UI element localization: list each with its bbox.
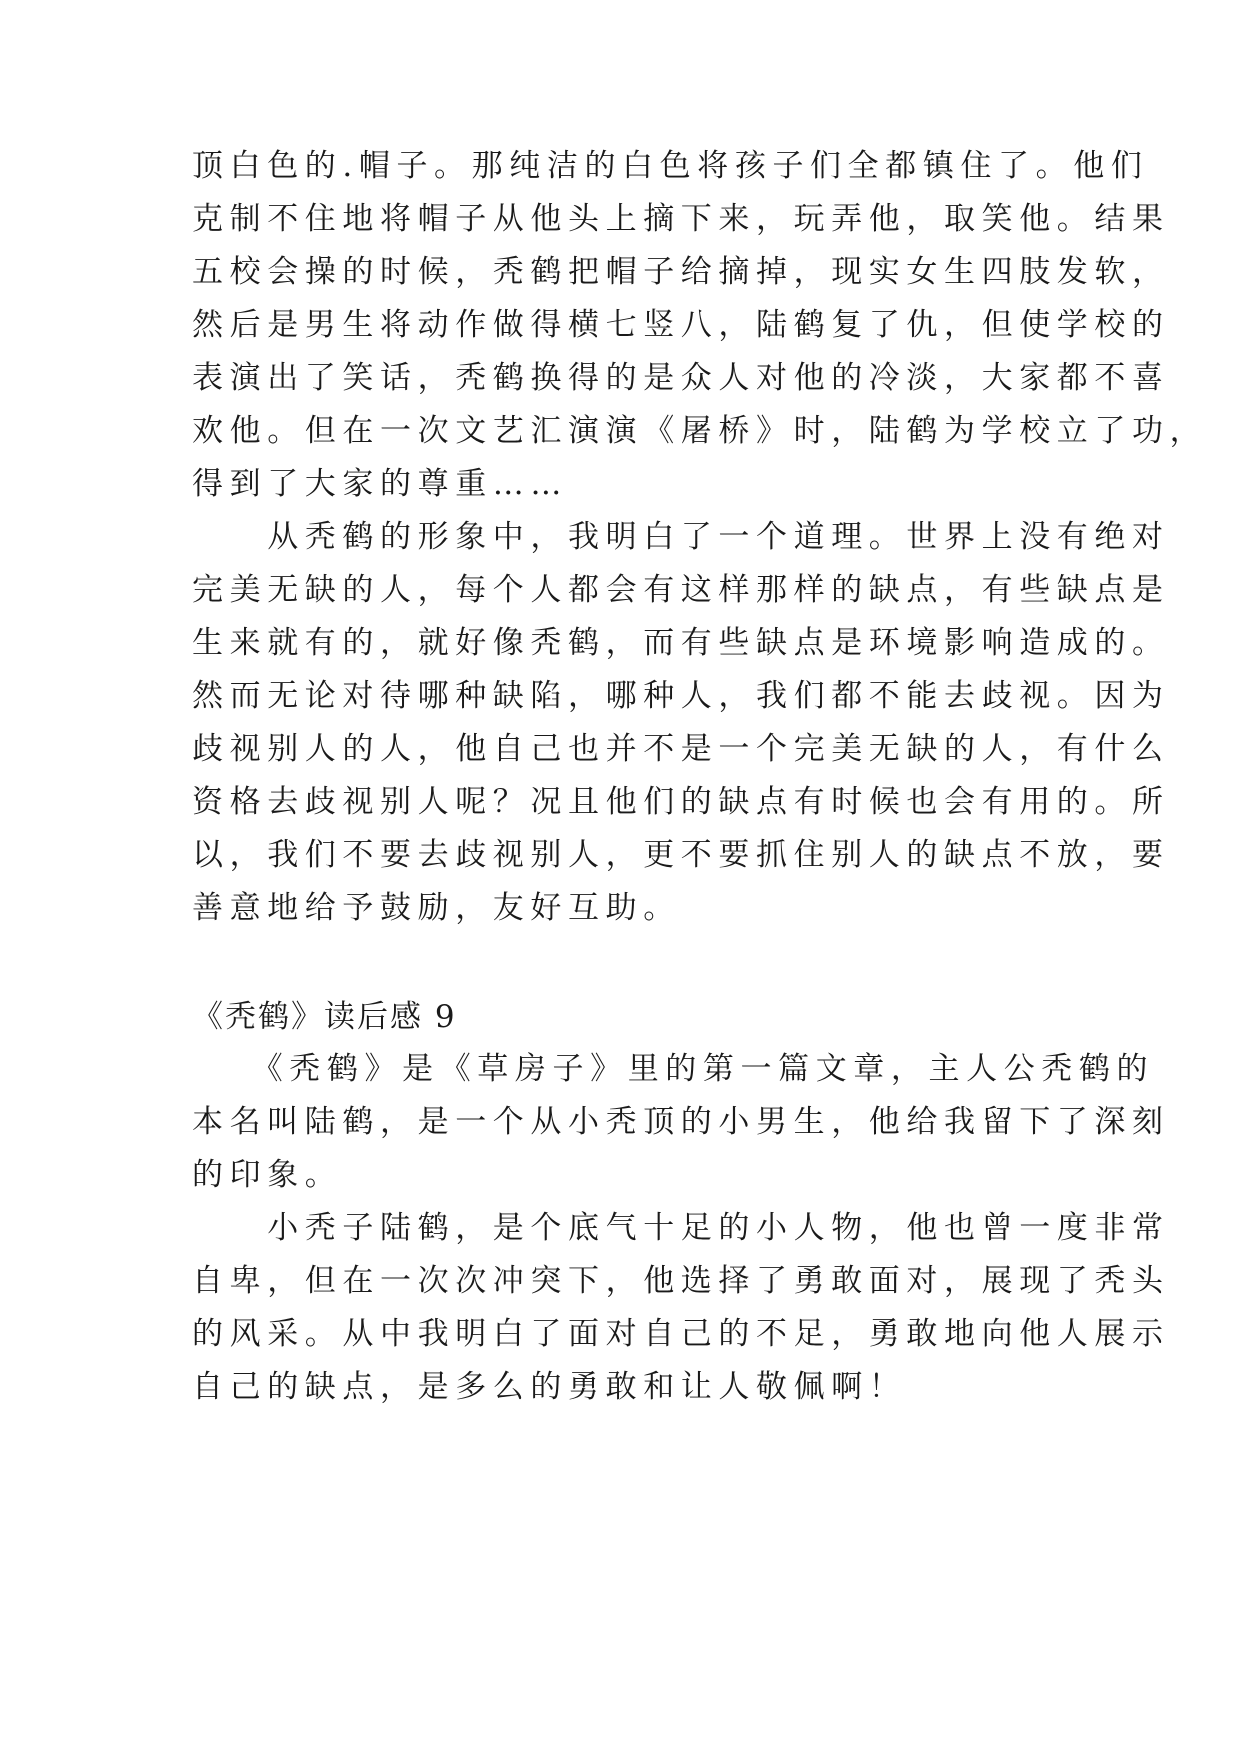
- text-line: 自己的缺点，是多么的勇敢和让人敬佩啊！: [192, 1369, 907, 1405]
- text-line: 完美无缺的人，每个人都会有这样那样的缺点，有些缺点是: [192, 572, 1170, 608]
- text-line: 以，我们不要去歧视别人，更不要抓住别人的缺点不放，要: [192, 837, 1170, 873]
- text-line: 本名叫陆鹤，是一个从小秃顶的小男生，他给我留下了深刻: [192, 1104, 1170, 1140]
- text-line: 的风采。从中我明白了面对自己的不足，勇敢地向他人展示: [192, 1316, 1170, 1352]
- text-line: 五校会操的时候，秃鹤把帽子给摘掉，现实女生四肢发软，: [192, 254, 1170, 290]
- text-line: 表演出了笑话，秃鹤换得的是众人对他的冷淡，大家都不喜: [192, 360, 1170, 396]
- text-line: 自卑，但在一次次冲突下，他选择了勇敢面对，展现了秃头: [192, 1263, 1170, 1299]
- text-line: 《秃鹤》是《草房子》里的第一篇文章，主人公秃鹤的: [192, 1051, 1155, 1087]
- text-line: 从秃鹤的形象中，我明白了一个道理。世界上没有绝对: [192, 519, 1170, 555]
- text-line: 生来就有的，就好像秃鹤，而有些缺点是环境影响造成的。: [192, 625, 1170, 661]
- text-line: 的印象。: [192, 1157, 343, 1193]
- text-line: 歧视别人的人，他自己也并不是一个完美无缺的人，有什么: [192, 731, 1170, 767]
- text-line: 顶白色的.帽子。那纯洁的白色将孩子们全都镇住了。他们: [192, 148, 1149, 184]
- text-line: 善意地给予鼓励，友好互助。: [192, 890, 681, 926]
- text-line: 资格去歧视别人呢？况且他们的缺点有时候也会有用的。所: [192, 784, 1170, 820]
- text-line: 然后是男生将动作做得横七竖八，陆鹤复了仇，但使学校的: [192, 307, 1170, 343]
- text-line: 得到了大家的尊重……: [192, 466, 568, 502]
- section-heading: 《秃鹤》读后感 9: [192, 999, 457, 1035]
- text-line: 克制不住地将帽子从他头上摘下来，玩弄他，取笑他。结果: [192, 201, 1170, 237]
- text-line: 然而无论对待哪种缺陷，哪种人，我们都不能去歧视。因为: [192, 678, 1170, 714]
- text-line: 欢他。但在一次文艺汇演演《屠桥》时，陆鹤为学校立了功，: [192, 413, 1208, 449]
- text-line: 小秃子陆鹤，是个底气十足的小人物，他也曾一度非常: [192, 1210, 1170, 1246]
